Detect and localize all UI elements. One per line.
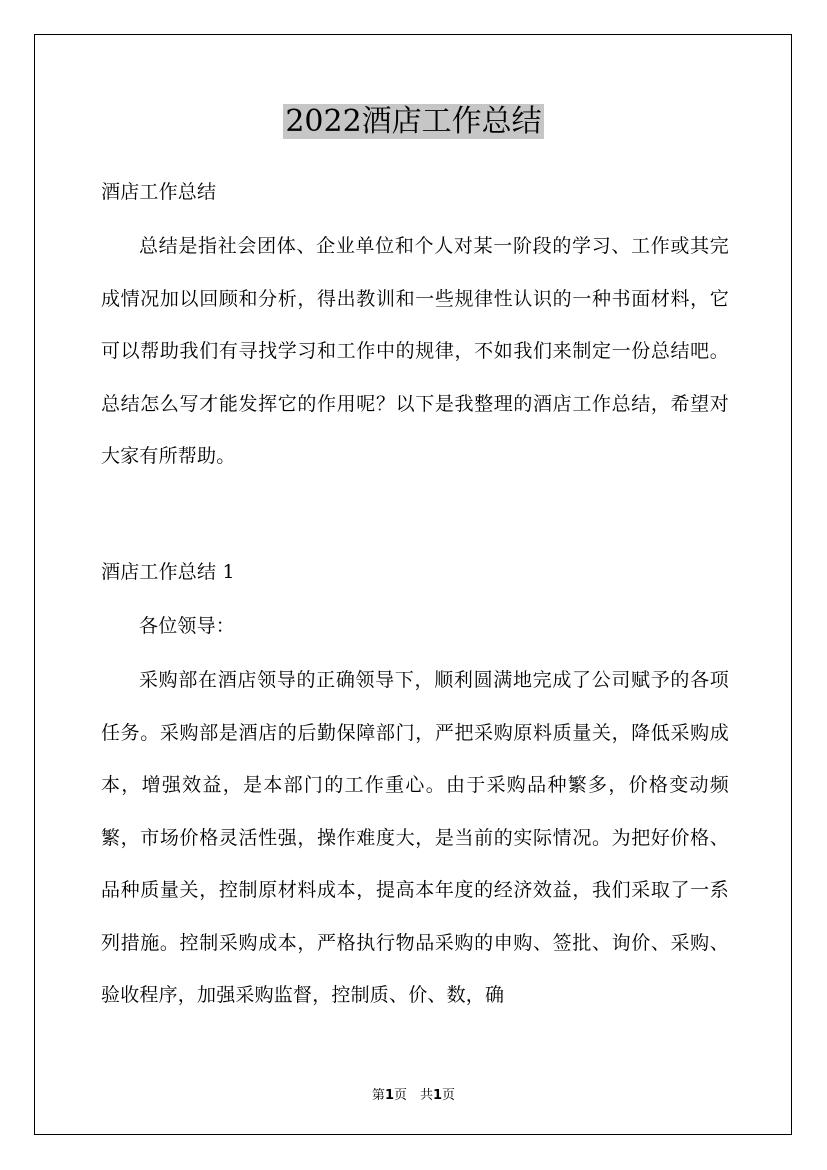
intro-paragraph: 总结是指社会团体、企业单位和个人对某一阶段的学习、工作或其完成情况加以回顾和分析，得出教训和一些规律性认识的一种书面材料，它可以帮助我们有寻找学习和工作中的规律，不如我们来制定一份总结吧。总结怎么写才能发挥它的作用呢？以下是我整理的酒店工作总结，希望对大家有所帮助。 <box>101 235 729 467</box>
document-title <box>0 98 827 146</box>
section-heading-1: 酒店工作总结 1 <box>101 561 235 583</box>
salutation: 各位领导： <box>139 615 236 637</box>
footer-suffix: 页 <box>442 1088 456 1103</box>
section-heading-intro: 酒店工作总结 <box>101 181 217 203</box>
body-paragraph: 采购部在酒店领导的正确领导下，顺利圆满地完成了公司赋予的各项任务。采购部是酒店的后勤保障部门，严把采购原料质量关，降低采购成本，增强效益，是本部门的工作重心。由于采购品种繁多，价格变动频繁，市场价格灵活性强，操作难度大，是当前的实际情况。为把好价格、品种质量关，控制原材料成本，提高本年度的经济效益，我们采取了一系列措施。控制采购成本，严格执行物品采购的申购、签批、询价、采购、验收程序，加强采购监督，控制质、价、数，确 <box>101 669 729 1006</box>
footer-total-pages: 1 <box>433 1088 443 1103</box>
document-title-text: 2022酒店工作总结 <box>285 104 542 139</box>
footer-prefix: 第 <box>371 1088 385 1103</box>
footer-mid: 页 共 <box>393 1088 433 1103</box>
footer-page-number: 1 <box>384 1088 394 1103</box>
page-footer <box>0 1084 827 1103</box>
